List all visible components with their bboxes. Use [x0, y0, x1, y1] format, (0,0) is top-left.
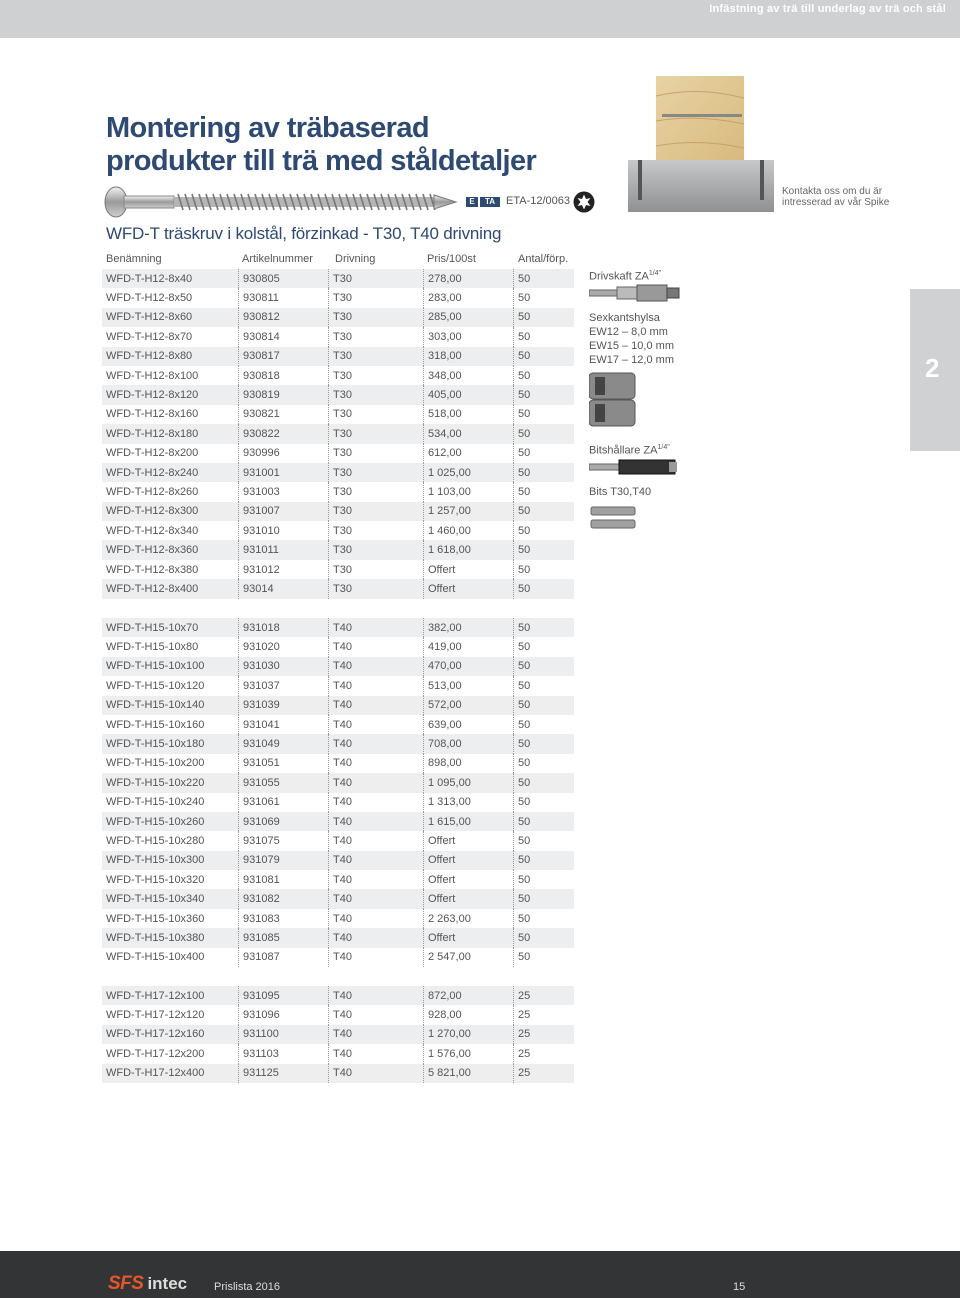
price: 303,00 [423, 327, 513, 346]
pack-quantity: 50 [513, 540, 574, 559]
pack-quantity: 50 [513, 754, 574, 773]
product-name: WFD-T-H15-10x280 [106, 834, 205, 847]
product-name: WFD-T-H12-8x60 [106, 311, 193, 324]
pack-quantity: 50 [513, 327, 574, 346]
pack-quantity: 50 [513, 618, 574, 637]
article-number: 931011 [238, 540, 328, 559]
pack-quantity: 50 [513, 696, 574, 715]
article-number: 931079 [238, 851, 328, 870]
drive-type: T40 [328, 948, 423, 967]
drive-type: T40 [328, 1044, 423, 1063]
article-number: 930818 [238, 366, 328, 385]
product-name: WFD-T-H15-10x260 [106, 815, 205, 828]
article-number: 931030 [238, 657, 328, 676]
article-number: 930819 [238, 385, 328, 404]
price: 2 547,00 [423, 948, 513, 967]
pack-quantity: 50 [513, 734, 574, 753]
product-name: WFD-T-H12-8x100 [106, 369, 199, 382]
drive-shaft-image [589, 282, 681, 304]
price: 1 618,00 [423, 540, 513, 559]
article-number: 931069 [238, 812, 328, 831]
pack-quantity: 50 [513, 269, 574, 288]
logo-intec: intec [147, 1274, 188, 1293]
product-name: WFD-T-H15-10x180 [106, 738, 205, 751]
drive-type: T30 [328, 579, 423, 598]
drive-type: T30 [328, 463, 423, 482]
eta-badge [466, 197, 500, 207]
price: 518,00 [423, 405, 513, 424]
pack-quantity: 50 [513, 637, 574, 656]
page-title-line-2: produkter till trä med ståldetaljer [106, 145, 537, 177]
table-row [102, 327, 574, 346]
article-number: 931039 [238, 696, 328, 715]
product-name: WFD-T-H12-8x300 [106, 505, 199, 518]
product-name: WFD-T-H12-8x50 [106, 292, 193, 305]
bitshallare-size: 1/4" [657, 444, 670, 451]
table-row [102, 463, 574, 482]
table-row [102, 288, 574, 307]
article-number: 931081 [238, 870, 328, 889]
drive-type: T30 [328, 308, 423, 327]
product-subtitle: WFD-T träskruv i kolstål, förzinkad - T30, T40 drivning [106, 224, 502, 243]
price: 513,00 [423, 676, 513, 695]
sexkantshylsa-block [589, 311, 674, 367]
price: 872,00 [423, 986, 513, 1005]
article-number: 931100 [238, 1025, 328, 1044]
article-number: 930812 [238, 308, 328, 327]
pack-quantity: 50 [513, 889, 574, 908]
article-number: 931049 [238, 734, 328, 753]
product-name: WFD-T-H15-10x220 [106, 776, 205, 789]
pack-quantity: 25 [513, 986, 574, 1005]
table-row [102, 793, 574, 812]
table-row [102, 831, 574, 850]
product-name: WFD-T-H12-8x360 [106, 544, 199, 557]
drive-type: T40 [328, 754, 423, 773]
drive-type: T40 [328, 812, 423, 831]
article-number: 931095 [238, 986, 328, 1005]
header-bar [0, 0, 960, 38]
article-number: 930821 [238, 405, 328, 424]
product-name: WFD-T-H15-10x340 [106, 893, 205, 906]
price: 318,00 [423, 347, 513, 366]
article-number: 931087 [238, 948, 328, 967]
pack-quantity: 50 [513, 502, 574, 521]
price: Offert [423, 579, 513, 598]
price: 1 313,00 [423, 793, 513, 812]
drivskaft-text: Drivskaft ZA [589, 270, 649, 283]
screw-image [104, 186, 460, 218]
pack-quantity: 50 [513, 424, 574, 443]
price: Offert [423, 851, 513, 870]
price: 283,00 [423, 288, 513, 307]
article-number: 931020 [238, 637, 328, 656]
table-row [102, 851, 574, 870]
column-header-drive: Drivning [335, 253, 376, 265]
hex-socket-image-2 [589, 398, 637, 428]
pack-quantity: 25 [513, 1044, 574, 1063]
pack-quantity: 50 [513, 405, 574, 424]
table-row [102, 366, 574, 385]
column-header-price: Pris/100st [427, 253, 476, 265]
pricelist-label: Prislista 2016 [214, 1281, 281, 1293]
drive-type: T30 [328, 405, 423, 424]
page-title-line-1: Montering av träbaserad [106, 112, 430, 144]
pack-quantity: 50 [513, 657, 574, 676]
drive-type: T40 [328, 1025, 423, 1044]
table-row [102, 444, 574, 463]
price: Offert [423, 928, 513, 947]
bits-label: Bits T30,T40 [589, 486, 652, 498]
product-name: WFD-T-H12-8x400 [106, 582, 199, 595]
sexkantshylsa-ew12: EW12 – 8,0 mm [589, 326, 668, 338]
drive-type: T30 [328, 444, 423, 463]
price: 1 103,00 [423, 482, 513, 501]
contact-note-line-2: intresserad av vår Spike [782, 197, 890, 208]
article-number: 931051 [238, 754, 328, 773]
table-row [102, 269, 574, 288]
product-name: WFD-T-H17-12x200 [106, 1047, 205, 1060]
sexkantshylsa-ew15: EW15 – 10,0 mm [589, 340, 674, 352]
table-row [102, 870, 574, 889]
product-name: WFD-T-H17-12x160 [106, 1028, 205, 1041]
price: 612,00 [423, 444, 513, 463]
article-number: 930814 [238, 327, 328, 346]
product-table-h12 [102, 269, 574, 599]
article-number: 931103 [238, 1044, 328, 1063]
product-name: WFD-T-H12-8x70 [106, 330, 193, 343]
price: 928,00 [423, 1005, 513, 1024]
drive-type: T40 [328, 1064, 423, 1083]
pack-quantity: 50 [513, 812, 574, 831]
product-name: WFD-T-H15-10x360 [106, 912, 205, 925]
price: 898,00 [423, 754, 513, 773]
drive-type: T40 [328, 676, 423, 695]
price: Offert [423, 560, 513, 579]
price: 1 025,00 [423, 463, 513, 482]
table-row [102, 909, 574, 928]
article-number: 931125 [238, 1064, 328, 1083]
drive-type: T30 [328, 540, 423, 559]
article-number: 931082 [238, 889, 328, 908]
table-row [102, 482, 574, 501]
product-name: WFD-T-H15-10x320 [106, 873, 205, 886]
section-tab-number: 2 [925, 353, 940, 383]
drive-type: T40 [328, 870, 423, 889]
product-table-h17 [102, 986, 574, 1083]
table-row [102, 405, 574, 424]
article-number: 931018 [238, 618, 328, 637]
pack-quantity: 50 [513, 831, 574, 850]
article-number: 93014 [238, 579, 328, 598]
pack-quantity: 50 [513, 773, 574, 792]
table-row [102, 773, 574, 792]
table-row [102, 521, 574, 540]
pack-quantity: 50 [513, 928, 574, 947]
drive-type: T40 [328, 851, 423, 870]
product-name: WFD-T-H12-8x340 [106, 524, 199, 537]
product-name: WFD-T-H15-10x70 [106, 621, 199, 634]
table-row [102, 424, 574, 443]
column-header-name: Benämning [106, 253, 162, 265]
article-number: 931083 [238, 909, 328, 928]
table-row [102, 637, 574, 656]
table-row [102, 1005, 574, 1024]
table-row [102, 1044, 574, 1063]
product-name: WFD-T-H15-10x80 [106, 641, 199, 654]
product-table-h15 [102, 618, 574, 967]
pack-quantity: 25 [513, 1064, 574, 1083]
table-row [102, 986, 574, 1005]
article-number: 930817 [238, 347, 328, 366]
hex-socket-image-1 [589, 371, 637, 401]
product-name: WFD-T-H15-10x140 [106, 699, 205, 712]
product-name: WFD-T-H12-8x380 [106, 563, 199, 576]
table-row [102, 696, 574, 715]
eta-badge-e: E [466, 197, 478, 207]
drive-type: T30 [328, 385, 423, 404]
drive-type: T40 [328, 637, 423, 656]
sexkantshylsa-ew17: EW17 – 12,0 mm [589, 354, 674, 366]
article-number: 931001 [238, 463, 328, 482]
drive-type: T40 [328, 734, 423, 753]
article-number: 930811 [238, 288, 328, 307]
drive-type: T40 [328, 831, 423, 850]
price: 382,00 [423, 618, 513, 637]
price: 1 257,00 [423, 502, 513, 521]
table-row [102, 502, 574, 521]
article-number: 931075 [238, 831, 328, 850]
drive-type: T40 [328, 773, 423, 792]
sfs-intec-logo [108, 1274, 187, 1294]
pack-quantity: 50 [513, 870, 574, 889]
drive-type: T40 [328, 657, 423, 676]
drive-type: T30 [328, 366, 423, 385]
table-row [102, 347, 574, 366]
product-name: WFD-T-H12-8x180 [106, 427, 199, 440]
pack-quantity: 50 [513, 715, 574, 734]
product-name: WFD-T-H15-10x380 [106, 931, 205, 944]
page-number: 15 [733, 1281, 746, 1293]
price: Offert [423, 870, 513, 889]
table-row [102, 928, 574, 947]
drive-type: T40 [328, 618, 423, 637]
article-number: 931041 [238, 715, 328, 734]
pack-quantity: 50 [513, 347, 574, 366]
price: 1 460,00 [423, 521, 513, 540]
column-header-article: Artikelnummer [242, 253, 313, 265]
table-row [102, 889, 574, 908]
pack-quantity: 50 [513, 948, 574, 967]
product-name: WFD-T-H15-10x400 [106, 951, 205, 964]
drive-type: T40 [328, 793, 423, 812]
section-tab[interactable] [910, 289, 960, 451]
product-name: WFD-T-H15-10x160 [106, 718, 205, 731]
table-row [102, 385, 574, 404]
drive-type: T30 [328, 347, 423, 366]
article-number: 930996 [238, 444, 328, 463]
pack-quantity: 50 [513, 560, 574, 579]
table-row [102, 579, 574, 598]
price: 405,00 [423, 385, 513, 404]
eta-badge-ta: TA [480, 197, 500, 207]
drive-type: T30 [328, 269, 423, 288]
column-header-qty: Antal/förp. [518, 253, 569, 265]
price: 708,00 [423, 734, 513, 753]
pack-quantity: 25 [513, 1005, 574, 1024]
table-row [102, 618, 574, 637]
product-name: WFD-T-H17-12x400 [106, 1067, 205, 1080]
pack-quantity: 50 [513, 851, 574, 870]
table-row [102, 657, 574, 676]
table-row [102, 715, 574, 734]
logo-sfs: SFS [108, 1273, 144, 1294]
pack-quantity: 50 [513, 579, 574, 598]
price: 278,00 [423, 269, 513, 288]
bits-image [589, 504, 637, 532]
article-number: 930805 [238, 269, 328, 288]
product-name: WFD-T-H12-8x80 [106, 350, 193, 363]
pack-quantity: 50 [513, 385, 574, 404]
table-row [102, 1064, 574, 1083]
price: 2 263,00 [423, 909, 513, 928]
price: 572,00 [423, 696, 513, 715]
price: 534,00 [423, 424, 513, 443]
article-number: 930822 [238, 424, 328, 443]
torx-drive-icon [573, 191, 595, 213]
product-name: WFD-T-H15-10x240 [106, 796, 205, 809]
table-row [102, 734, 574, 753]
table-row [102, 308, 574, 327]
product-name: WFD-T-H15-10x100 [106, 660, 205, 673]
table-row [102, 1025, 574, 1044]
table-row [102, 812, 574, 831]
drive-type: T30 [328, 502, 423, 521]
pack-quantity: 50 [513, 308, 574, 327]
article-number: 931096 [238, 1005, 328, 1024]
application-photo [628, 76, 774, 212]
pack-quantity: 25 [513, 1025, 574, 1044]
drive-type: T30 [328, 327, 423, 346]
category-title: Infästning av trä till underlag av trä och stål [709, 3, 946, 15]
table-row [102, 560, 574, 579]
product-name: WFD-T-H15-10x200 [106, 757, 205, 770]
product-name: WFD-T-H17-12x100 [106, 989, 205, 1002]
article-number: 931003 [238, 482, 328, 501]
price: 1 095,00 [423, 773, 513, 792]
table-row [102, 948, 574, 967]
product-name: WFD-T-H12-8x240 [106, 466, 199, 479]
page-title [106, 112, 536, 178]
article-number: 931037 [238, 676, 328, 695]
drive-type: T30 [328, 560, 423, 579]
drivskaft-size: 1/4" [648, 270, 662, 277]
table-row [102, 676, 574, 695]
drive-type: T40 [328, 1005, 423, 1024]
pack-quantity: 50 [513, 288, 574, 307]
pack-quantity: 50 [513, 366, 574, 385]
pack-quantity: 50 [513, 521, 574, 540]
drive-type: T30 [328, 521, 423, 540]
price: 639,00 [423, 715, 513, 734]
price: 348,00 [423, 366, 513, 385]
drive-type: T40 [328, 715, 423, 734]
table-row [102, 754, 574, 773]
drive-type: T40 [328, 986, 423, 1005]
pack-quantity: 50 [513, 444, 574, 463]
price: Offert [423, 831, 513, 850]
drive-type: T40 [328, 928, 423, 947]
sexkantshylsa-title: Sexkantshylsa [589, 312, 660, 324]
pack-quantity: 50 [513, 676, 574, 695]
product-name: WFD-T-H17-12x120 [106, 1009, 205, 1022]
price: 419,00 [423, 637, 513, 656]
product-name: WFD-T-H12-8x160 [106, 408, 199, 421]
drive-type: T30 [328, 288, 423, 307]
drive-type: T40 [328, 889, 423, 908]
product-name: WFD-T-H12-8x260 [106, 485, 199, 498]
price: 285,00 [423, 308, 513, 327]
price: 1 615,00 [423, 812, 513, 831]
drive-type: T30 [328, 424, 423, 443]
price: 470,00 [423, 657, 513, 676]
contact-note [782, 186, 889, 208]
pack-quantity: 50 [513, 793, 574, 812]
price: 1 270,00 [423, 1025, 513, 1044]
pack-quantity: 50 [513, 909, 574, 928]
bit-holder-image [589, 456, 681, 478]
product-name: WFD-T-H12-8x120 [106, 389, 199, 402]
contact-note-line-1: Kontakta oss om du är [782, 186, 883, 197]
pack-quantity: 50 [513, 482, 574, 501]
price: 1 576,00 [423, 1044, 513, 1063]
article-number: 931012 [238, 560, 328, 579]
drive-type: T40 [328, 696, 423, 715]
table-row [102, 540, 574, 559]
price: Offert [423, 889, 513, 908]
price: 5 821,00 [423, 1064, 513, 1083]
pack-quantity: 50 [513, 463, 574, 482]
article-number: 931061 [238, 793, 328, 812]
drive-type: T40 [328, 909, 423, 928]
article-number: 931007 [238, 502, 328, 521]
eta-number: ETA-12/0063 [506, 195, 571, 207]
article-number: 931055 [238, 773, 328, 792]
product-name: WFD-T-H12-8x40 [106, 272, 193, 285]
product-name: WFD-T-H12-8x200 [106, 447, 199, 460]
drive-type: T30 [328, 482, 423, 501]
article-number: 931085 [238, 928, 328, 947]
product-name: WFD-T-H15-10x120 [106, 679, 205, 692]
product-name: WFD-T-H15-10x300 [106, 854, 205, 867]
article-number: 931010 [238, 521, 328, 540]
bitshallare-text: Bitshållare ZA [589, 444, 658, 457]
